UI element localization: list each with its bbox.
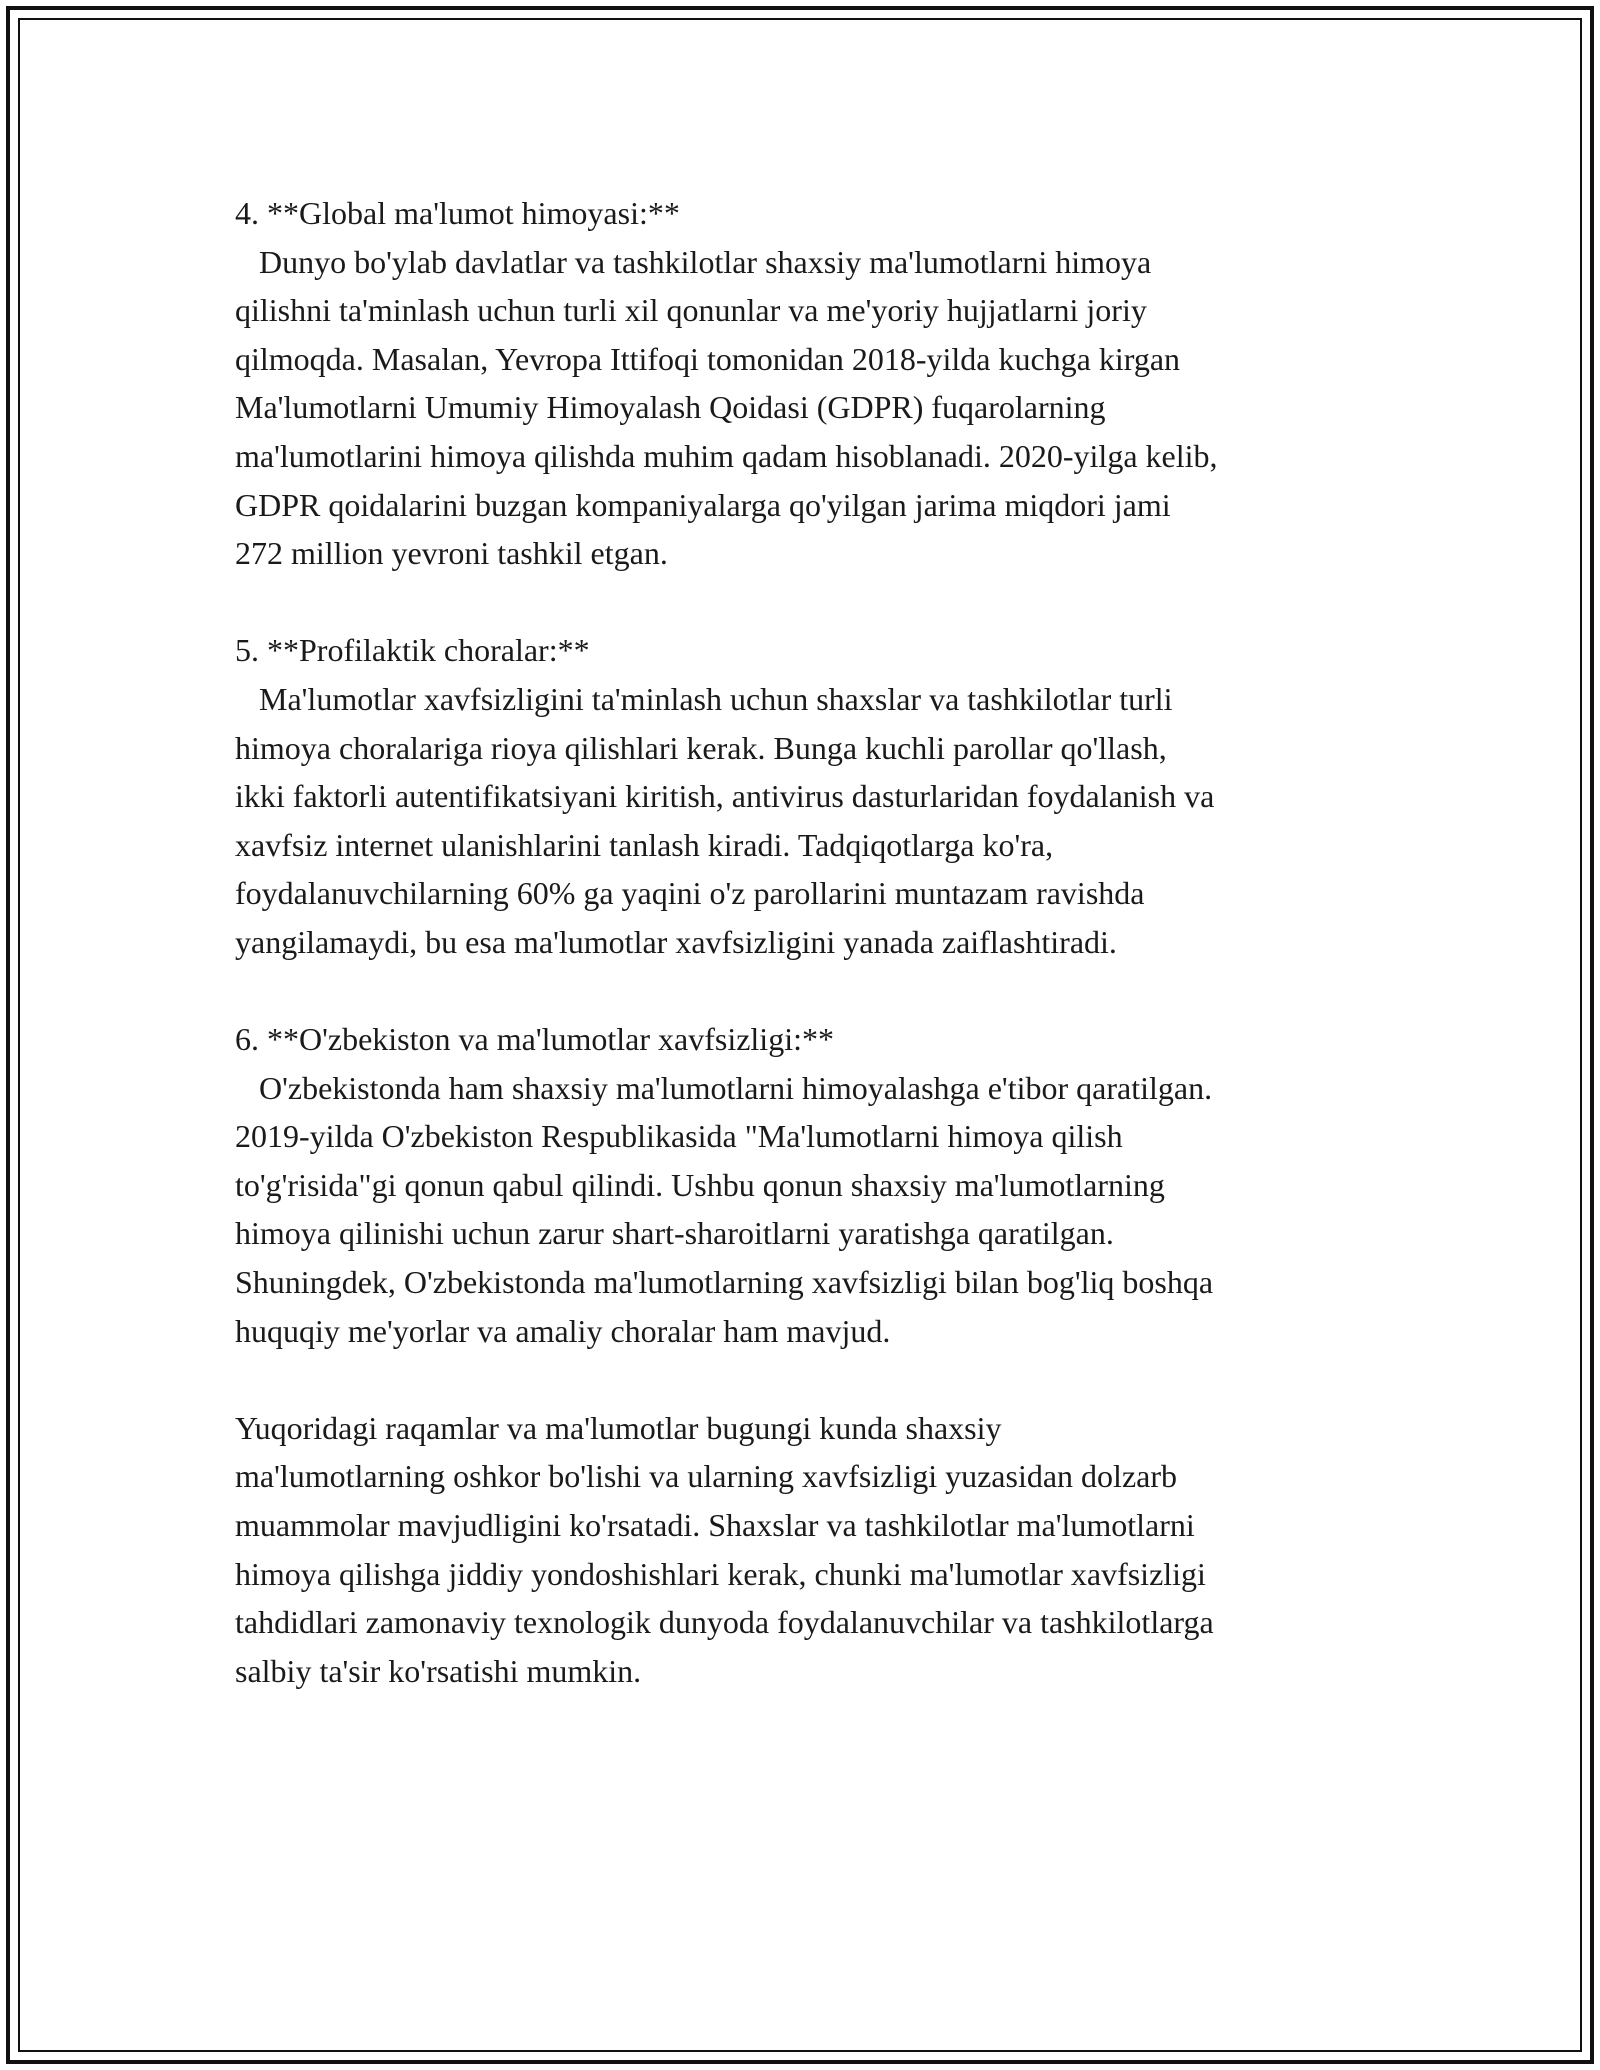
paragraph-line: to'g'risida"gi qonun qabul qilindi. Ushbu qonun shaxsiy ma'lumotlarning xyxy=(235,1166,1165,1203)
section-heading: 4. **Global ma'lumot himoyasi:** xyxy=(235,195,680,231)
section-preventive-measures xyxy=(235,626,1385,966)
paragraph-line: muammolar mavjudligini ko'rsatadi. Shaxslar va tashkilotlar ma'lumotlarni xyxy=(235,1507,1195,1544)
section-uzbekistan-data-security xyxy=(235,1015,1385,1355)
section-heading: 6. **O'zbekiston va ma'lumotlar xavfsizligi:** xyxy=(235,1021,834,1058)
paragraph-line: xavfsiz internet ulanishlarini tanlash kiradi. Tadqiqotlarga ko'ra, xyxy=(235,826,1054,863)
paragraph-line: himoya qilishga jiddiy yondoshishlari kerak, chunki ma'lumotlar xavfsizligi xyxy=(235,1555,1206,1592)
paragraph-line: yangilamaydi, bu esa ma'lumotlar xavfsizligini yanada zaiflashtiradi. xyxy=(235,923,1117,960)
paragraph-line: foydalanuvchilarning 60% ga yaqini o'z parollarini muntazam ravishda xyxy=(235,875,1145,912)
paragraph-line: 272 million yevroni tashkil etgan. xyxy=(235,535,668,572)
paragraph-line: himoya choralariga rioya qilishlari kerak. Bunga kuchli parollar qo'llash, xyxy=(235,729,1167,766)
paragraph-line: O'zbekistonda ham shaxsiy ma'lumotlarni himoyalashga e'tibor qaratilgan. xyxy=(235,1069,1213,1106)
section-global-data-protection xyxy=(235,189,1385,578)
paragraph-line: ikki faktorli autentifikatsiyani kiritish, antivirus dasturlaridan foydalanish va xyxy=(235,778,1215,815)
paragraph-line: Dunyo bo'ylab davlatlar va tashkilotlar shaxsiy ma'lumotlarni himoya xyxy=(235,243,1152,280)
conclusion-paragraph xyxy=(235,1404,1385,1696)
document-body xyxy=(235,189,1385,1695)
paragraph-line: himoya qilinishi uchun zarur shart-sharoitlarni yaratishga qaratilgan. xyxy=(235,1215,1114,1252)
paragraph-gap xyxy=(235,967,1385,1016)
paragraph-line: Ma'lumotlar xavfsizligini ta'minlash uchun shaxslar va tashkilotlar turli xyxy=(235,680,1173,717)
paragraph-gap xyxy=(235,578,1385,627)
paragraph-line: Shuningdek, O'zbekistonda ma'lumotlarning xavfsizligi bilan bog'liq boshqa xyxy=(235,1264,1214,1301)
paragraph-line: ma'lumotlarning oshkor bo'lishi va ularning xavfsizligi yuzasidan dolzarb xyxy=(235,1458,1177,1495)
section-heading: 5. **Profilaktik choralar:** xyxy=(235,632,590,669)
paragraph-line: qilishni ta'minlash uchun turli xil qonunlar va me'yoriy hujjatlarni joriy xyxy=(235,292,1147,329)
paragraph-line: Yuqoridagi raqamlar va ma'lumotlar bugungi kunda shaxsiy xyxy=(235,1409,1002,1446)
paragraph-line: salbiy ta'sir ko'rsatishi mumkin. xyxy=(235,1652,642,1689)
paragraph-gap xyxy=(235,1355,1385,1404)
paragraph-line: qilmoqda. Masalan, Yevropa Ittifoqi tomonidan 2018-yilda kuchga kirgan xyxy=(235,340,1181,377)
paragraph-line: tahdidlari zamonaviy texnologik dunyoda foydalanuvchilar va tashkilotlarga xyxy=(235,1604,1214,1641)
paragraph-line: huquqiy me'yorlar va amaliy choralar ham mavjud. xyxy=(235,1312,891,1349)
paragraph-line: Ma'lumotlarni Umumiy Himoyalash Qoidasi (GDPR) fuqarolarning xyxy=(235,389,1106,426)
paragraph-line: GDPR qoidalarini buzgan kompaniyalarga qo'yilgan jarima miqdori jami xyxy=(235,486,1171,523)
paragraph-line: ma'lumotlarini himoya qilishda muhim qadam hisoblanadi. 2020-yilga kelib, xyxy=(235,437,1218,474)
paragraph-line: 2019-yilda O'zbekiston Respublikasida "Ma'lumotlarni himoya qilish xyxy=(235,1118,1123,1155)
